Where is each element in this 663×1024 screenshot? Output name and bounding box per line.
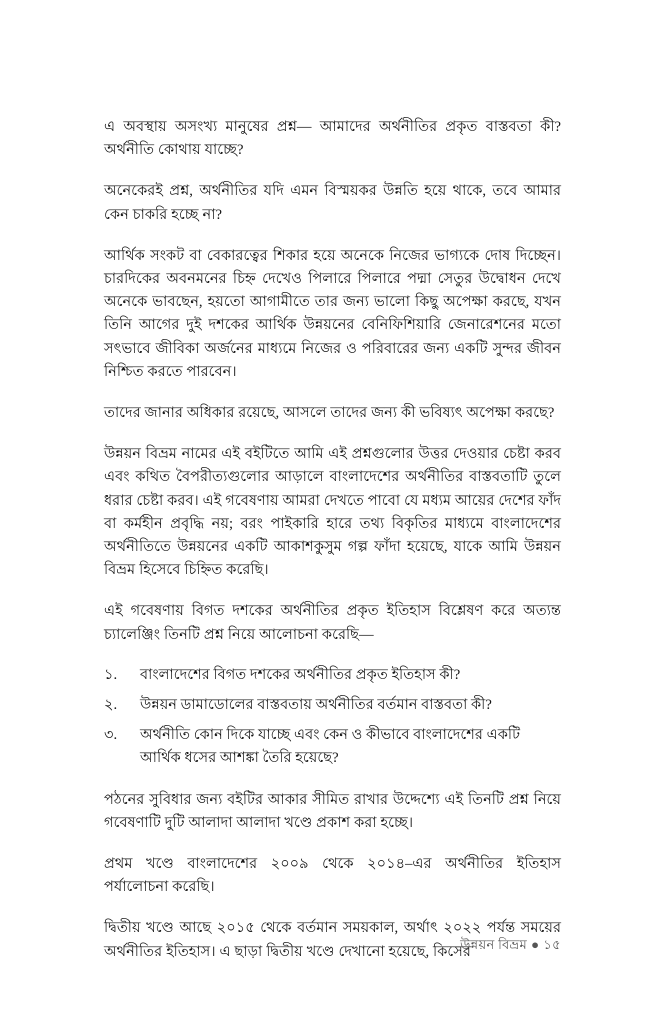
page-number: ১৫	[543, 937, 561, 952]
paragraph-7: পঠনের সুবিধার জন্য বইটির আকার সীমিত রাখার উদ্দেশ্যে এই তিনটি প্রশ্ন নিয়ে গবেষণাটি দুটি আলাদা আলাদা খণ্ডে প্রকাশ করা হচ্ছে।	[104, 791, 561, 831]
footer-book-title: উন্নয়ন বিভ্রম	[460, 937, 528, 952]
paragraph-1: এ অবস্থায় অসংখ্য মানুষের প্রশ্ন— আমাদের অর্থনীতির প্রকৃত বাস্তবতা কী? অর্থনীতি কোথায় যাচ্ছে?	[104, 119, 561, 159]
list-item	[104, 724, 561, 770]
paragraph-2: অনেকেরই প্রশ্ন, অর্থনীতির যদি এমন বিস্ময়কর উন্নতি হয়ে থাকে, তবে আমার কেন চাকরি হচ্ছে না?	[104, 183, 561, 223]
list-item	[104, 664, 561, 687]
list-marker: ২.	[104, 697, 118, 714]
paragraph-4: তাদের জানার অধিকার রয়েছে, আসলে তাদের জন্য কী ভবিষ্যৎ অপেক্ষা করছে?	[104, 405, 555, 422]
page-footer	[104, 936, 561, 954]
paragraph-9-volume-two: দ্বিতীয় খণ্ডে আছে ২০১৫ থেকে বর্তমান সময়কাল, অর্থাৎ ২০২২ পর্যন্ত সময়ের অর্থনীতির ইতিহাস। এ ছাড়া দ্বিতীয় খণ্ডে দেখানো হয়েছে, কিসের	[104, 920, 561, 960]
list-marker: ১.	[104, 666, 118, 683]
paragraph-5: উন্নয়ন বিভ্রম নামের এই বইটিতে আমি এই প্রশ্নগুলোর উত্তর দেওয়ার চেষ্টা করব এবং কথিত বৈপরীত্যগুলোর আড়ালে বাংলাদেশের অর্থনীতির বাস্তবতাটি তুলে ধরার চেষ্টা করব। এই গবেষণায় আমরা দেখতে পাবো যে মধ্যম আয়ের দেশের ফাঁদ বা কর্মহীন প্রবৃদ্ধি নয়; বরং পাইকারি হারে তথ্য বিকৃতির মাধ্যমে বাংলাদেশের অর্থনীতিতে উন্নয়নের একটি আকাশকুসুম গল্প ফাঁদা হয়েছে, যাকে আমি উন্নয়ন বিভ্রম হিসেবে চিহ্নিত করেছি।	[104, 446, 561, 579]
footer-separator-bullet: ●	[531, 937, 540, 952]
list-item-text: অর্থনীতি কোন দিকে যাচ্ছে এবং কেন ও কীভাবে বাংলাদেশের একটি আর্থিক ধসের আশঙ্কা তৈরি হয়েছে?	[140, 727, 521, 767]
paragraph-6-questions-intro: এই গবেষণায় বিগত দশকের অর্থনীতির প্রকৃত ইতিহাস বিশ্লেষণ করে অত্যন্ত চ্যালেঞ্জিং তিনটি প্রশ্ন নিয়ে আলোচনা করেছি—	[104, 603, 561, 643]
list-item-text: উন্নয়ন ডামাডোলের বাস্তবতায় অর্থনীতির বর্তমান বাস্তবতা কী?	[140, 697, 492, 714]
paragraph-3: আর্থিক সংকট বা বেকারত্বের শিকার হয়ে অনেকে নিজের ভাগ্যকে দোষ দিচ্ছেন। চারদিকের অবনমনের চিহ্ন দেখেও পিলারে পিলারে পদ্মা সেতুর উদ্বোধন দেখে অনেকে ভাবছেন, হয়তো আগামীতে তার জন্য ভালো কিছু অপেক্ষা করছে, যখন তিনি আগের দুই দশকের আর্থিক উন্নয়নের বেনিফিশিয়ারি জেনারেশনের মতো সৎভাবে জীবিকা অর্জনের মাধ্যমে নিজের ও পরিবারের জন্য একটি সুন্দর জীবন নিশ্চিত করতে পারবেন।	[104, 247, 561, 380]
research-questions-list	[104, 664, 561, 771]
list-item-text: বাংলাদেশের বিগত দশকের অর্থনীতির প্রকৃত ইতিহাস কী?	[140, 666, 461, 683]
paragraph-8-volume-one: প্রথম খণ্ডে বাংলাদেশের ২০০৯ থেকে ২০১৪–এর অর্থনীতির ইতিহাস পর্যালোচনা করেছি।	[104, 856, 561, 896]
page-text-column	[104, 116, 561, 964]
list-item	[104, 694, 561, 717]
list-marker: ৩.	[104, 727, 118, 744]
